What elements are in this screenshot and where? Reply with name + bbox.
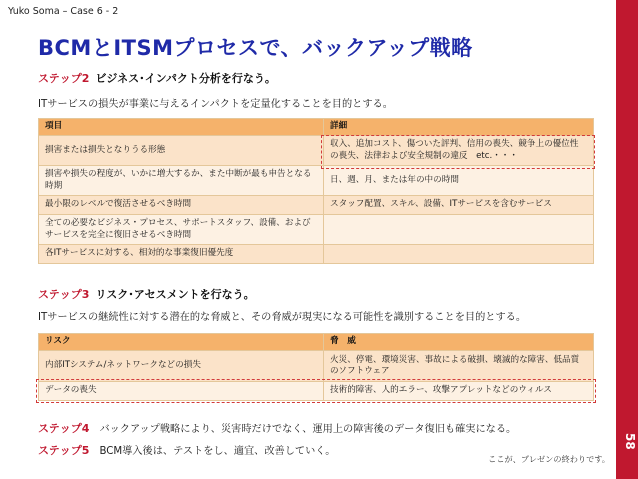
table-cell: データの喪失: [39, 382, 324, 401]
table-cell: 収入、追加コスト、傷ついた評判、信用の喪失、競争上の優位性の喪失、法律および安全規制の違反 etc.・・・: [324, 136, 594, 166]
step2-label: ステップ2: [38, 72, 90, 85]
table-cell: 技術的障害、人的エラー、攻撃アプレットなどのウィルス: [324, 382, 594, 401]
table-row: [39, 215, 594, 245]
table-row: [39, 245, 594, 264]
table-cell: [324, 215, 594, 245]
step4-label: ステップ4: [38, 422, 90, 435]
table-row: [39, 166, 594, 196]
header-cell: リスク: [39, 334, 324, 351]
table-cell: 各ITサービスに対する、相対的な事業復旧優先度: [39, 245, 324, 264]
table-cell: スタッフ配置、スキル、設備、ITサービスを含むサービス: [324, 196, 594, 215]
step4-row: [38, 420, 516, 436]
table-cell: 最小限のレベルで復活させるべき時間: [39, 196, 324, 215]
table-cell: 損害または損失となりうる形態: [39, 136, 324, 166]
step4-text: バックアップ戦略により、災害時だけでなく、運用上の障害後のデータ復旧も確実になる。: [99, 424, 517, 435]
step3-label: ステップ3: [38, 288, 90, 301]
table-cell: 損害や損失の程度が、いかに増大するか、また中断が最も申告となる時期: [39, 166, 324, 196]
footer-note: ここが、プレゼンの終わりです。: [488, 454, 610, 464]
table-cell: 火災、停電、環境災害、事故による破損、壊滅的な障害、低品質のソフトウェア: [324, 351, 594, 382]
step2-title: ビジネス･インパクト分析を行なう。: [95, 72, 276, 85]
table-header-row: [39, 119, 594, 136]
step3-title: リスク･アセスメントを行なう。: [95, 288, 255, 301]
table-cell: 内部ITシステム/ネットワークなどの損失: [39, 351, 324, 382]
step2-description: ITサービスの損失が事業に与えるインパクトを定量化することを目的とする。: [38, 99, 393, 110]
header-cell: 脅 威: [324, 334, 594, 351]
step5-text: BCM導入後は、テストをし、適宜、改善していく。: [99, 446, 336, 457]
header-note: Yuko Soma – Case 6 - 2: [8, 6, 119, 17]
page-number: 58: [623, 433, 637, 450]
step5-row: [38, 442, 335, 458]
step3-heading: [38, 286, 255, 302]
side-accent-bar: [616, 0, 638, 479]
table-row: [39, 351, 594, 382]
table-cell: 日、週、月、または年の中の時間: [324, 166, 594, 196]
step2-heading: [38, 70, 276, 86]
highlight-box-data-loss: [36, 379, 596, 403]
step5-label: ステップ5: [38, 444, 90, 457]
table-row: [39, 196, 594, 215]
table-cell: [324, 245, 594, 264]
table-header-row: [39, 334, 594, 351]
step3-description: ITサービスの継続性に対する潜在的な脅威と、その脅威が現実になる可能性を識別することを目的とする。: [38, 312, 527, 323]
highlight-box-loss-details: [321, 135, 595, 169]
header-cell: 項目: [39, 119, 324, 136]
table-cell: 全ての必要なビジネス・プロセス、サポートスタッフ、設備、およびサービスを完全に復旧させるべき時間: [39, 215, 324, 245]
header-cell: 詳細: [324, 119, 594, 136]
page-title: BCMとITSMプロセスで、バックアップ戦略: [38, 36, 473, 60]
